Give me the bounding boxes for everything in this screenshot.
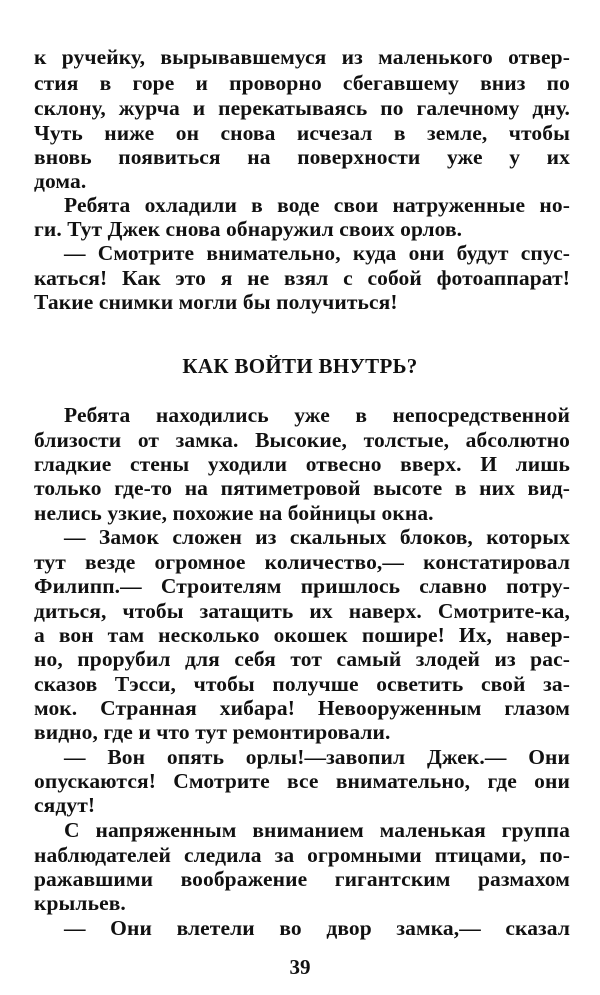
text-line: Такие снимки могли бы получиться! <box>34 290 398 314</box>
chapter-heading: КАК ВОЙТИ ВНУТРЬ? <box>182 354 418 378</box>
text-line: — Они влетели во двор замка,— сказал <box>64 916 570 940</box>
text-line: гладкие стены уходили отвесно вверх. И лишь <box>34 452 570 476</box>
text-line: Ребята находились уже в непосредственной <box>64 403 570 427</box>
text-line: диться, чтобы затащить их наверх. Смотрите-ка, <box>34 599 570 623</box>
text-line: Ребята охладили в воде свои натруженные но- <box>64 193 570 217</box>
text-line: но, прорубил для себя тот самый злодей из рас- <box>34 647 570 671</box>
text-line: ражавшими воображение гигантским размахом <box>34 867 570 891</box>
text-line: ги. Тут Джек снова обнаружил своих орлов. <box>34 217 463 241</box>
text-line: крыльев. <box>34 891 126 915</box>
text-line: вновь появиться на поверхности уже у их <box>34 145 570 169</box>
text-line: С напряженным вниманием маленькая группа <box>64 818 570 842</box>
text-line: сядут! <box>34 793 96 817</box>
text-line: близости от замка. Высокие, толстые, абсолютно <box>34 428 570 452</box>
text-line: каться! Как это я не взял с собой фотоаппарат! <box>34 266 570 290</box>
text-line: к ручейку, вырывавшемуся из маленького отвер- <box>34 45 570 69</box>
text-line: дома. <box>34 169 87 193</box>
text-line: тут везде огромное количество,— констатировал <box>34 550 570 574</box>
text-line: склону, журча и перекатываясь по галечному дну. <box>34 96 570 120</box>
text-line: мок. Странная хибара! Невооруженным глазом <box>34 696 570 720</box>
text-line: — Вон опять орлы!—завопил Джек.— Они <box>64 745 570 769</box>
text-line: нелись узкие, похожие на бойницы окна. <box>34 501 434 525</box>
text-line: а вон там несколько окошек пошире! Их, навер- <box>34 623 570 647</box>
text-line: Филипп.— Строителям пришлось славно потру- <box>34 574 570 598</box>
text-line: видно, где и что тут ремонтировали. <box>34 720 391 744</box>
page-number: 39 <box>289 955 311 979</box>
text-line: Чуть ниже он снова исчезал в земле, чтобы <box>34 121 570 145</box>
text-line: только где-то на пятиметровой высоте в них вид- <box>34 476 570 500</box>
text-line: опускаются! Смотрите все внимательно, где они <box>34 769 570 793</box>
text-line: — Замок сложен из скальных блоков, которых <box>64 525 570 549</box>
text-line: стия в горе и проворно сбегавшему вниз по <box>34 71 570 95</box>
text-line: — Смотрите внимательно, куда они будут спус- <box>64 241 570 265</box>
text-line: наблюдателей следила за огромными птицами, по- <box>34 843 570 867</box>
text-line: сказов Тэсси, чтобы получше осветить свой за- <box>34 672 570 696</box>
